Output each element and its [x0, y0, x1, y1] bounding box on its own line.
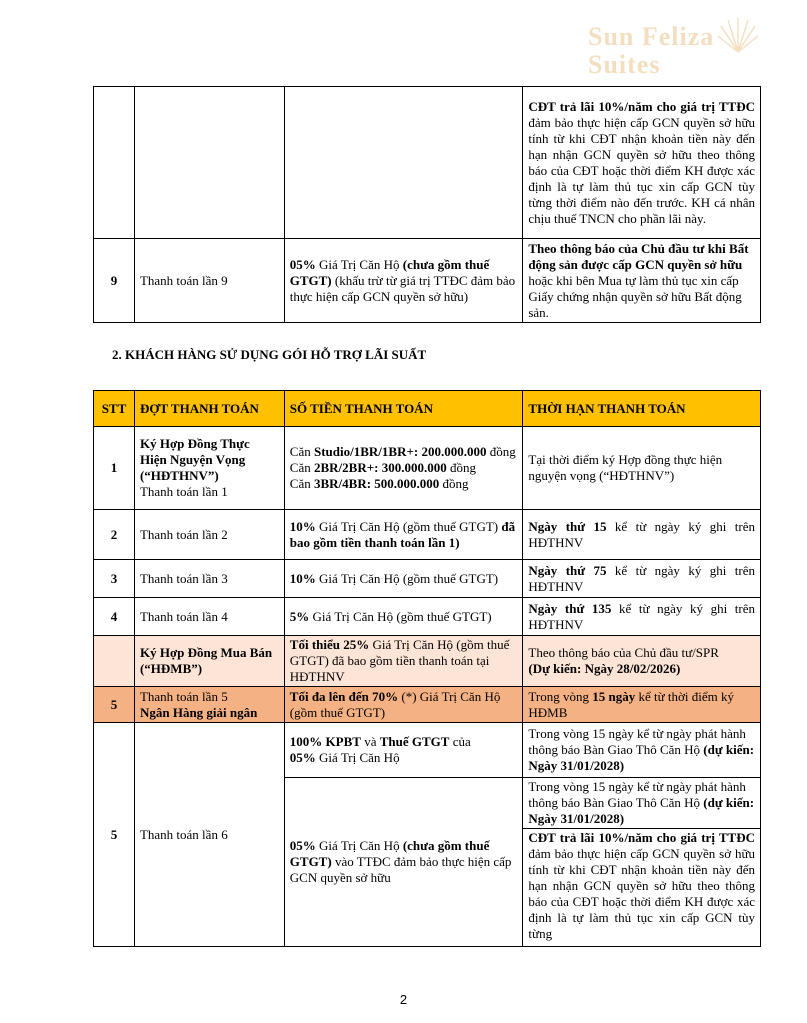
header-dot: ĐỢT THANH TOÁN [134, 391, 284, 427]
interest-note-cell: CĐT trả lãi 10%/năm cho giá trị TTĐC đảm bảo thực hiện cấp GCN quyền sở hữu tính từ khi CĐT nhận khoản tiền này đến hạn nhận GCN quyền sở hữu theo thông báo của CĐT hoặc thời điểm KH được xác định là tự làm thủ tục xin cấp GCN tùy từng thời điểm nào đến trước. KH cá nhân chịu thuế TNCN cho phần lãi này. [523, 87, 761, 239]
logo-line-2: Suites [588, 50, 661, 79]
table-row [94, 239, 761, 323]
logo [588, 14, 768, 80]
table-row: 4 Thanh toán lần 4 5% Giá Trị Căn Hộ (gồm thuế GTGT) Ngày thứ 135 kể từ ngày ký ghi trên HĐTHNV [94, 598, 761, 636]
table-row-hdmb: Ký Hợp Đồng Mua Bán (“HĐMB”) Tối thiểu 25% Giá Trị Căn Hộ (gồm thuế GTGT) đã bao gồm tiền thanh toán tại HĐTHNV Theo thông báo của Chủ đầu tư/SPR (Dự kiến: Ngày 28/02/2026) [94, 636, 761, 687]
row-amount: 05% Giá Trị Căn Hộ (chưa gồm thuế GTGT) (khấu trừ từ giá trị TTĐC đảm bảo thực hiện cấp GCN quyền sở hữu) [284, 239, 523, 323]
payment-table-interest-support [93, 390, 761, 947]
row-time: Theo thông báo của Chủ đầu tư khi Bất động sản được cấp GCN quyền sở hữu hoặc khi bên Mua tự làm thủ tục xin cấp Giấy chứng nhận quyền sở hữu Bất động sản. [523, 239, 761, 323]
sun-rays-icon [718, 14, 758, 54]
section-heading: 2. KHÁCH HÀNG SỬ DỤNG GÓI HỖ TRỢ LÃI SUẤT [112, 347, 427, 362]
table-row: 3 Thanh toán lần 3 10% Giá Trị Căn Hộ (gồm thuế GTGT) Ngày thứ 75 kể từ ngày ký ghi trên HĐTHNV [94, 560, 761, 598]
payment-table-continued [93, 86, 761, 323]
table-row [94, 87, 761, 239]
table-row: 5 Thanh toán lần 6 100% KPBT và Thuế GTGT của 05% Giá Trị Căn Hộ Trong vòng 15 ngày kể từ ngày phát hành thông báo Bàn Giao Thô Căn Hộ (dự kiến: Ngày 31/01/2028) [94, 723, 761, 778]
row-dot: Thanh toán lần 9 [134, 239, 284, 323]
row-stt: 9 [94, 239, 135, 323]
table-row: 05% Giá Trị Căn Hộ (chưa gồm thuế GTGT) vào TTĐC đảm bảo thực hiện cấp GCN quyền sở hữu Trong vòng 15 ngày kể từ ngày phát hành thông báo Bàn Giao Thô Căn Hộ (dự kiến: Ngày 31/01/2028) [94, 778, 761, 829]
page-number: 2 [399, 992, 408, 1007]
header-stt: STT [94, 391, 135, 427]
header-time: THỜI HẠN THANH TOÁN [523, 391, 761, 427]
table-row-bank: 5 Thanh toán lần 5 Ngân Hàng giải ngân Tối đa lên đến 70% (*) Giá Trị Căn Hộ (gồm thuế GTGT) Trong vòng 15 ngày kể từ thời điểm ký HĐMB [94, 687, 761, 723]
header-amount: SỐ TIỀN THANH TOÁN [284, 391, 523, 427]
logo-line-1: Sun Feliza [588, 22, 715, 51]
table-row: CĐT trả lãi 10%/năm cho giá trị TTĐC đảm bảo thực hiện cấp GCN quyền sở hữu tính từ khi CĐT nhận khoản tiền này đến hạn nhận GCN quyền sở hữu theo thông báo của CĐT hoặc thời điểm KH được xác định là tự làm thủ tục xin cấp GCN tùy từng [94, 829, 761, 947]
table-row: 1 Ký Hợp Đồng Thực Hiện Nguyện Vọng (“HĐTHNV”) Thanh toán lần 1 Căn Studio/1BR/1BR+: 200.000.000 đồng Căn 2BR/2BR+: 300.000.000 đồng Căn 3BR/4BR: 500.000.000 đồng Tại thời điểm ký Hợp đồng thực hiện nguyện vọng (“HĐTHNV”) [94, 427, 761, 510]
table-header-row [94, 391, 761, 427]
table-row: 2 Thanh toán lần 2 10% Giá Trị Căn Hộ (gồm thuế GTGT) đã bao gồm tiền thanh toán lần 1) Ngày thứ 15 kể từ ngày ký ghi trên HĐTHNV [94, 510, 761, 560]
